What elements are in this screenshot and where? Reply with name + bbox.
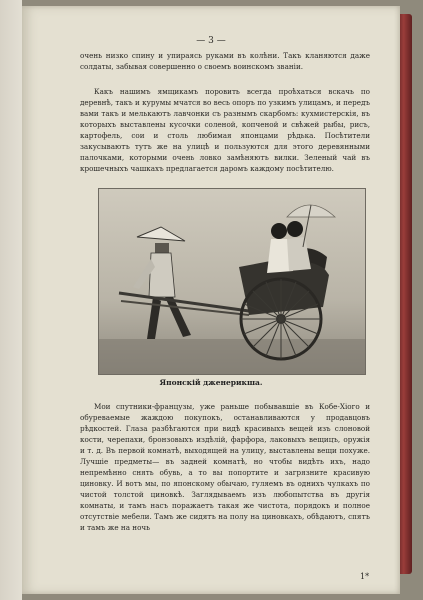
paragraph-1: очень низко спину и упираясь руками въ колѣни. Такъ кланяются даже солдаты, забывая совершенно о своемъ воинскомъ званіи. (80, 51, 370, 71)
page-number: — 3 — (196, 36, 226, 46)
rickshaw-photo (98, 188, 366, 375)
book-spine (398, 14, 412, 574)
paragraph-3: Мои спутники-французы, уже раньше побывавшіе въ Кобе-Хіого и обуреваемые жаждою покупокъ, останавливаются у продавцовъ рѣдкостей. Глаза разбѣгаются при видѣ красивыхъ вещей изъ слоновой кости, черепахи, бронзовыхъ издѣлій, фарфора, лаковыхъ вещицъ, оружія и т. д. Въ первой комнатѣ, выходящей на улицу, выставлены вещи похуже. Лучшіе предметы— въ задней комнатѣ, но чтобы видѣть ихъ, надо непремѣнно снять обувь, а то вы попортите и загрязните красивую циновку. И вотъ мы, по японскому обычаю, гуляемъ въ однихъ чулкахъ по чистой толстой циновкѣ. Заглядываемъ изъ любопытства въ другія комнаты, и тамъ насъ поражаетъ такая же чистота, порядокъ и полное отсутствіе мебели. Тамъ же сидятъ на полу на циновкахъ, обѣдаютъ, спятъ и тамъ же на ночь (80, 402, 370, 532)
book-cover-edge (0, 0, 22, 600)
rickshaw-illustration (99, 189, 365, 374)
signature-mark: 1* (360, 572, 370, 581)
paragraph-2: Какъ нашимъ ямщикамъ поровить всегда проѣхаться вскачь по деревнѣ, такъ и курумы мчатся во весь опоръ по узкимъ улицамъ, и передъ вами такъ и мелькаютъ лавчонки съ разнымъ скарбомъ: кухмистерскія, въ которыхъ выставлены кусочки соленой, копченой и свѣжей рыбы, рисъ, картофель, сои и столь любимая японцами рѣдька. Посѣтители закусываютъ тутъ же на улицѣ и пользуются для этого деревянными палочками, которыми очень ловко замѣняютъ вилки. Зеленый чай въ крошечныхъ чашкахъ предлагается даромъ каждому посѣтителю. (80, 87, 370, 173)
book-page (22, 6, 400, 594)
photo-caption: Японскій дженерикша. (159, 378, 263, 387)
